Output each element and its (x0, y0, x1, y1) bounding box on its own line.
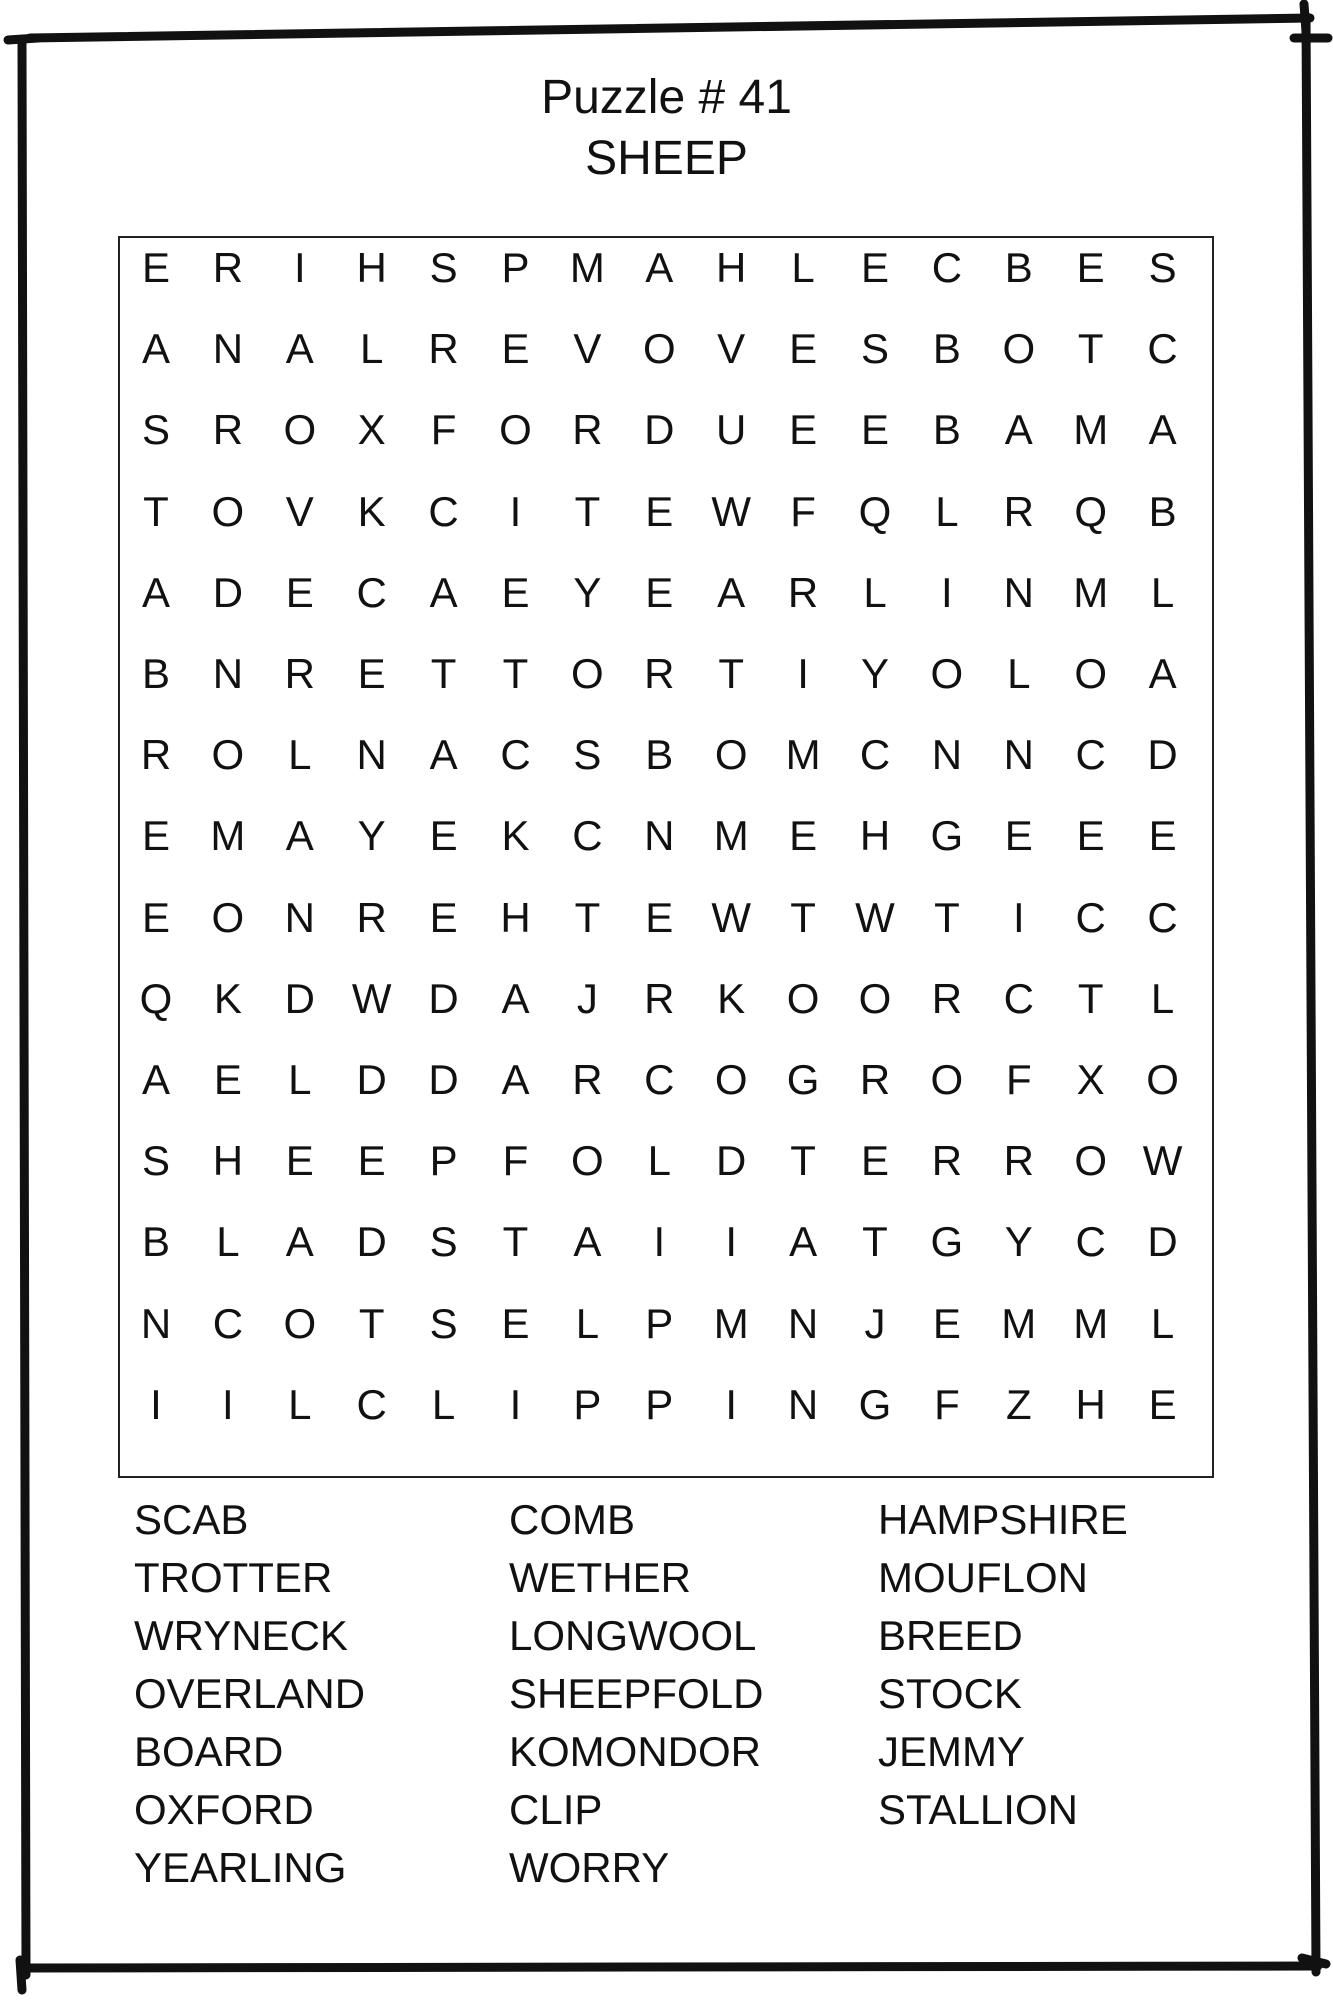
grid-letter[interactable]: R (787, 568, 819, 616)
word-list-item: COMB (509, 1496, 635, 1543)
grid-letter[interactable]: E (429, 812, 458, 860)
grid-letter[interactable]: E (285, 1137, 314, 1185)
grid-letter[interactable]: I (725, 1218, 738, 1266)
grid-letter[interactable]: R (572, 1056, 603, 1103)
grid-letter[interactable]: S (141, 1137, 170, 1185)
grid-letter[interactable]: D (1147, 1218, 1178, 1266)
grid-letter[interactable]: E (645, 568, 674, 616)
grid-letter[interactable]: O (642, 325, 676, 373)
grid-letter[interactable]: T (574, 487, 601, 535)
grid-letter[interactable]: L (288, 731, 312, 779)
grid-letter[interactable]: E (357, 1137, 386, 1185)
grid-letter[interactable]: W (351, 974, 392, 1022)
grid-letter[interactable]: I (1012, 893, 1025, 941)
grid-letter[interactable]: C (500, 731, 531, 779)
grid-letter[interactable]: N (1003, 568, 1034, 616)
grid-letter[interactable]: L (1007, 650, 1031, 697)
grid-letter[interactable]: B (932, 406, 961, 454)
grid-letter[interactable]: W (1142, 1137, 1183, 1185)
grid-letter[interactable]: R (428, 325, 459, 373)
grid-letter[interactable]: O (283, 1299, 317, 1347)
grid-letter[interactable]: B (141, 650, 170, 697)
grid-letter[interactable]: S (573, 731, 602, 779)
grid-letter[interactable]: C (1147, 325, 1178, 373)
grid-letter[interactable]: N (931, 731, 963, 779)
grid-letter[interactable]: N (787, 1380, 819, 1428)
grid-letter[interactable]: R (931, 974, 963, 1022)
word-list-item: CLIP (509, 1786, 603, 1833)
grid-letter[interactable]: L (1150, 1299, 1175, 1347)
grid-letter[interactable]: R (212, 406, 244, 454)
grid-letter[interactable]: Z (1005, 1380, 1032, 1428)
grid-letter[interactable]: O (930, 650, 964, 697)
grid-letter[interactable]: R (644, 650, 675, 697)
grid-letter[interactable]: L (791, 244, 815, 291)
grid-letter[interactable]: E (501, 325, 530, 373)
word-list-item: BREED (878, 1612, 1023, 1659)
grid-letter[interactable]: F (934, 1380, 960, 1428)
grid-letter[interactable]: O (1002, 325, 1036, 373)
grid-letter[interactable]: A (501, 974, 530, 1022)
grid-letter[interactable]: Q (858, 487, 892, 535)
grid-letter[interactable]: O (499, 406, 532, 454)
grid-letter[interactable]: W (711, 893, 752, 941)
grid-letter[interactable]: O (1074, 650, 1108, 697)
grid-letter[interactable]: C (1147, 893, 1178, 941)
grid-letter[interactable]: C (859, 731, 891, 779)
grid-letter[interactable]: E (141, 812, 170, 860)
word-list-item: WORRY (509, 1844, 670, 1891)
grid-letter[interactable]: D (428, 974, 459, 1022)
grid-letter[interactable]: L (1150, 568, 1175, 616)
grid-letter[interactable]: L (1150, 974, 1175, 1022)
grid-letter[interactable]: F (502, 1137, 529, 1185)
grid-letter[interactable]: M (713, 812, 749, 860)
grid-letter[interactable]: E (1076, 812, 1105, 860)
grid-letter[interactable]: N (356, 731, 387, 779)
grid-letter[interactable]: E (860, 244, 889, 291)
grid-letter[interactable]: Y (357, 812, 386, 860)
grid-letter[interactable]: A (285, 325, 314, 373)
grid-letter[interactable]: T (790, 1137, 816, 1185)
grid-letter[interactable]: A (501, 1056, 530, 1103)
grid-letter[interactable]: L (647, 1137, 671, 1185)
grid-letter[interactable]: A (789, 1218, 818, 1266)
grid-letter[interactable]: M (1073, 568, 1109, 616)
grid-letter[interactable]: N (284, 893, 315, 941)
grid-letter[interactable]: T (934, 893, 960, 941)
grid-letter[interactable]: C (356, 568, 387, 616)
grid-letter[interactable]: B (141, 1218, 170, 1266)
grid-letter[interactable]: R (572, 406, 603, 454)
grid-letter[interactable]: D (428, 1056, 459, 1103)
grid-letter[interactable]: K (357, 487, 386, 535)
grid-letter[interactable]: V (573, 325, 602, 373)
grid-letter[interactable]: P (429, 1137, 458, 1185)
word-list-item: TROTTER (134, 1554, 333, 1601)
grid-letter[interactable]: E (1004, 812, 1033, 860)
grid-letter[interactable]: L (575, 1299, 600, 1347)
grid-letter[interactable]: C (1003, 974, 1034, 1022)
grid-letter[interactable]: H (1075, 1380, 1106, 1428)
grid-letter[interactable]: G (930, 1218, 964, 1266)
grid-letter[interactable]: R (1003, 487, 1034, 535)
grid-letter[interactable]: S (141, 406, 170, 454)
grid-letter[interactable]: V (717, 325, 746, 373)
grid-letter[interactable]: D (644, 406, 675, 454)
grid-letter[interactable]: A (141, 568, 170, 616)
grid-letter[interactable]: O (571, 650, 604, 697)
grid-letter[interactable]: T (358, 1299, 385, 1347)
grid-letter[interactable]: E (141, 893, 170, 941)
grid-letter[interactable]: F (430, 406, 457, 454)
grid-letter[interactable]: R (284, 650, 315, 697)
grid-letter[interactable]: O (930, 1056, 964, 1103)
grid-letter[interactable]: F (1005, 1056, 1032, 1103)
grid-letter[interactable]: N (212, 325, 244, 373)
grid-letter[interactable]: E (429, 893, 458, 941)
grid-letter[interactable]: P (573, 1380, 602, 1428)
grid-letter[interactable]: J (576, 974, 598, 1022)
grid-letter[interactable]: H (356, 244, 387, 291)
grid-letter[interactable]: K (213, 974, 242, 1022)
grid-letter[interactable]: T (502, 1218, 529, 1266)
grid-letter[interactable]: L (431, 1380, 456, 1428)
word-list-item: WRYNECK (134, 1612, 348, 1659)
grid-letter[interactable]: C (572, 812, 603, 860)
word-list-item: LONGWOOL (509, 1612, 757, 1659)
grid-letter[interactable]: Y (860, 650, 889, 697)
grid-letter[interactable]: B (932, 325, 961, 373)
grid-letter[interactable]: S (429, 244, 458, 291)
grid-letter[interactable]: D (356, 1218, 387, 1266)
grid-letter[interactable]: A (717, 568, 746, 616)
puzzle-number-title: Puzzle # 41 (541, 71, 792, 124)
word-list-item: HAMPSHIRE (878, 1496, 1128, 1543)
grid-letter[interactable]: M (1073, 406, 1109, 454)
grid-letter[interactable]: A (573, 1218, 602, 1266)
grid-letter[interactable]: I (725, 1380, 738, 1428)
grid-letter[interactable]: O (1146, 1056, 1179, 1103)
grid-letter[interactable]: M (713, 1299, 749, 1347)
grid-letter[interactable]: E (932, 1299, 961, 1347)
grid-letter[interactable]: V (285, 487, 314, 535)
grid-letter[interactable]: E (141, 244, 170, 291)
grid-letter[interactable]: D (1147, 731, 1178, 779)
grid-letter[interactable]: H (859, 812, 891, 860)
word-list-item: MOUFLON (878, 1554, 1088, 1601)
grid-letter[interactable]: A (285, 812, 314, 860)
grid-letter[interactable]: T (430, 650, 457, 697)
grid-letter[interactable]: A (429, 568, 458, 616)
grid-letter[interactable]: Q (139, 974, 173, 1022)
grid-letter[interactable]: R (356, 893, 387, 941)
grid-letter[interactable]: G (786, 1056, 820, 1103)
grid-letter[interactable]: E (501, 568, 530, 616)
grid-letter[interactable]: L (288, 1056, 312, 1103)
grid-letter[interactable]: N (140, 1299, 172, 1347)
grid-letter[interactable]: O (211, 731, 245, 779)
grid-letter[interactable]: Q (1074, 487, 1108, 535)
word-list-item: BOARD (134, 1728, 284, 1775)
grid-letter[interactable]: N (212, 650, 244, 697)
grid-letter[interactable]: O (571, 1137, 604, 1185)
grid-letter[interactable]: A (285, 1218, 314, 1266)
grid-letter[interactable]: N (644, 812, 675, 860)
grid-letter[interactable]: Y (1004, 1218, 1033, 1266)
grid-letter[interactable]: C (1075, 893, 1106, 941)
grid-letter[interactable]: E (213, 1056, 242, 1103)
grid-letter[interactable]: T (862, 1218, 888, 1266)
grid-letter[interactable]: H (716, 244, 747, 291)
grid-letter[interactable]: X (357, 406, 386, 454)
grid-letter[interactable]: M (1073, 1299, 1109, 1347)
grid-letter[interactable]: A (1148, 650, 1177, 697)
grid-letter[interactable]: S (429, 1218, 458, 1266)
word-list-item: OXFORD (134, 1786, 314, 1833)
grid-letter[interactable]: A (141, 1056, 170, 1103)
grid-letter[interactable]: R (931, 1137, 963, 1185)
grid-letter[interactable]: X (1076, 1056, 1105, 1103)
word-list-item: WETHER (509, 1554, 691, 1601)
grid-letter[interactable]: T (143, 487, 169, 535)
grid-letter[interactable]: I (941, 568, 953, 616)
grid-letter[interactable]: J (864, 1299, 886, 1347)
grid-letter[interactable]: E (789, 812, 818, 860)
grid-letter[interactable]: A (645, 244, 674, 291)
grid-letter[interactable]: D (212, 568, 244, 616)
grid-letter[interactable]: L (360, 325, 384, 373)
grid-letter[interactable]: C (1075, 1218, 1106, 1266)
grid-letter[interactable]: E (501, 1299, 530, 1347)
grid-letter[interactable]: T (790, 893, 816, 941)
grid-letter[interactable]: M (210, 812, 246, 860)
grid-letter[interactable]: M (785, 731, 821, 779)
grid-letter[interactable]: M (1001, 1299, 1037, 1347)
grid-letter[interactable]: L (863, 568, 887, 616)
grid-letter[interactable]: N (787, 1299, 819, 1347)
grid-letter[interactable]: E (860, 1137, 889, 1185)
grid-letter[interactable]: R (212, 244, 244, 291)
grid-letter[interactable]: T (718, 650, 745, 697)
grid-letter[interactable]: B (1148, 487, 1177, 535)
grid-letter[interactable]: I (509, 487, 522, 535)
grid-letter[interactable]: E (645, 487, 674, 535)
grid-letter[interactable]: T (502, 650, 529, 697)
grid-letter[interactable]: O (714, 731, 748, 779)
word-list-item: JEMMY (878, 1728, 1025, 1775)
grid-letter[interactable]: C (428, 487, 459, 535)
grid-letter[interactable]: F (790, 487, 816, 535)
grid-letter[interactable]: E (1076, 244, 1105, 291)
grid-letter[interactable]: E (860, 406, 889, 454)
word-list-item: KOMONDOR (509, 1728, 761, 1775)
grid-letter[interactable]: E (285, 568, 314, 616)
grid-letter[interactable]: R (1003, 1137, 1034, 1185)
grid-letter[interactable]: H (500, 893, 531, 941)
word-list-item: YEARLING (134, 1844, 347, 1891)
grid-letter[interactable]: O (1074, 1137, 1108, 1185)
grid-letter[interactable]: C (931, 244, 963, 291)
grid-letter[interactable]: G (858, 1380, 892, 1428)
grid-letter[interactable]: E (789, 406, 818, 454)
grid-letter[interactable]: S (429, 1299, 458, 1347)
grid-letter[interactable]: O (714, 1056, 748, 1103)
grid-letter[interactable]: E (1148, 812, 1177, 860)
grid-letter[interactable]: O (211, 893, 245, 941)
grid-letter[interactable]: S (860, 325, 889, 373)
grid-letter[interactable]: S (1148, 244, 1177, 291)
grid-letter[interactable]: A (429, 731, 458, 779)
word-list-item: SHEEPFOLD (509, 1670, 764, 1717)
grid-letter[interactable]: L (288, 1380, 312, 1428)
grid-letter[interactable]: C (1075, 731, 1106, 779)
grid-letter[interactable]: L (935, 487, 959, 535)
grid-letter[interactable]: T (1077, 325, 1104, 373)
grid-letter[interactable]: L (216, 1218, 240, 1266)
grid-letter[interactable]: R (644, 974, 675, 1022)
grid-letter[interactable]: W (711, 487, 752, 535)
grid-letter[interactable]: C (212, 1299, 244, 1347)
grid-letter[interactable]: K (501, 812, 530, 860)
grid-letter[interactable]: U (716, 406, 747, 454)
grid-letter[interactable]: A (141, 325, 170, 373)
grid-letter[interactable]: R (140, 731, 172, 779)
grid-letter[interactable]: B (645, 731, 674, 779)
puzzle-theme-title: SHEEP (585, 132, 748, 185)
grid-letter[interactable]: R (859, 1056, 891, 1103)
grid-letter[interactable]: D (716, 1137, 747, 1185)
grid-letter[interactable]: T (1077, 974, 1104, 1022)
grid-letter[interactable]: W (855, 893, 895, 941)
grid-letter[interactable]: O (211, 487, 245, 535)
grid-letter[interactable]: E (1148, 1380, 1177, 1428)
grid-letter[interactable]: N (1003, 731, 1034, 779)
word-list-item: OVERLAND (134, 1670, 366, 1717)
grid-letter[interactable]: C (644, 1056, 675, 1103)
grid-letter[interactable]: B (1004, 244, 1033, 291)
grid-letter[interactable]: D (284, 974, 315, 1022)
grid-letter[interactable]: P (645, 1380, 674, 1428)
grid-letter[interactable]: E (645, 893, 674, 941)
grid-letter[interactable]: I (797, 650, 809, 697)
grid-letter[interactable]: E (357, 650, 386, 697)
grid-letter[interactable]: A (1004, 406, 1033, 454)
grid-letter[interactable]: K (717, 974, 746, 1022)
grid-letter[interactable]: I (653, 1218, 666, 1266)
grid-letter[interactable]: P (501, 244, 530, 291)
word-list-item: SCAB (134, 1496, 249, 1543)
word-list-item: STOCK (878, 1670, 1022, 1717)
grid-letter[interactable]: Y (573, 568, 602, 616)
grid-letter[interactable]: E (789, 325, 818, 373)
grid-letter[interactable]: G (930, 812, 964, 860)
grid-letter[interactable]: O (786, 974, 820, 1022)
grid-letter[interactable]: M (569, 244, 605, 291)
grid-letter[interactable]: H (212, 1137, 244, 1185)
grid-letter[interactable]: O (283, 406, 317, 454)
grid-letter[interactable]: T (574, 893, 601, 941)
word-list-item: STALLION (878, 1786, 1078, 1833)
grid-letter[interactable]: I (222, 1380, 234, 1428)
grid-letter[interactable]: I (509, 1380, 522, 1428)
grid-letter[interactable]: I (150, 1380, 162, 1428)
grid-letter[interactable]: P (645, 1299, 674, 1347)
grid-letter[interactable]: O (858, 974, 892, 1022)
grid-letter[interactable]: C (356, 1380, 387, 1428)
grid-letter[interactable]: I (293, 244, 306, 291)
grid-letter[interactable]: A (1148, 406, 1177, 454)
grid-letter[interactable]: D (356, 1056, 387, 1103)
